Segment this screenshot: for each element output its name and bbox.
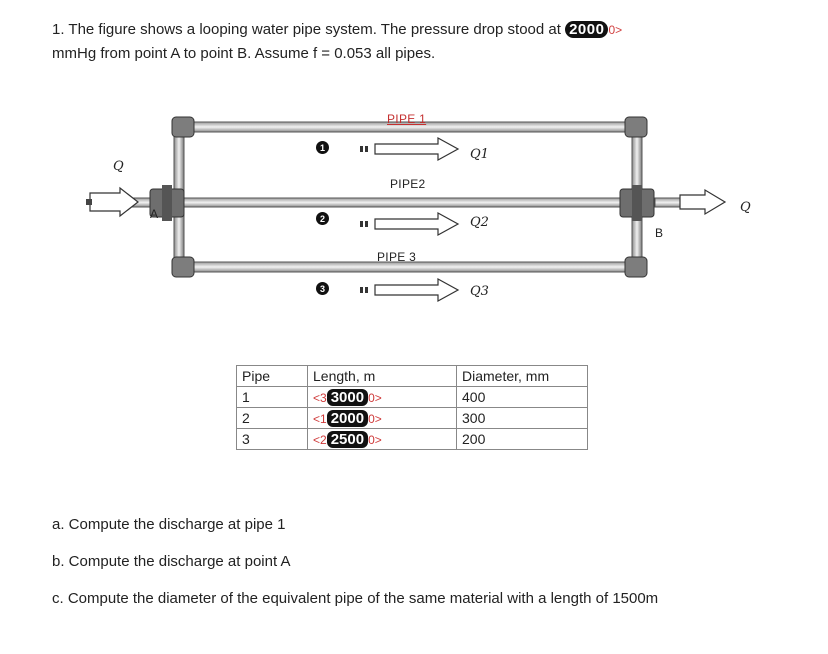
length-prefix: <3: [313, 390, 327, 405]
q2-label: Q2: [470, 215, 489, 230]
header-pipe: Pipe: [237, 366, 308, 387]
length-suffix: 0>: [368, 432, 382, 447]
pipe-diameter: 300: [457, 408, 588, 429]
q-out-label: Q: [740, 200, 751, 215]
q3-label: Q3: [470, 284, 489, 299]
table-header-row: [237, 366, 588, 387]
marker-1: 1: [316, 141, 329, 154]
pipe-diagram-drawing: [80, 105, 780, 315]
table-row: [237, 429, 588, 450]
pipe-diameter: 400: [457, 387, 588, 408]
pipe3-label: PIPE 3: [377, 250, 417, 264]
q-in-label: Q: [113, 159, 124, 174]
length-prefix: <2: [313, 432, 327, 447]
question-c: c. Compute the diameter of the equivalent pipe of the same material with a length of 1500m: [52, 590, 659, 607]
pipe-number: 3: [237, 429, 308, 450]
q1-label: Q1: [470, 147, 489, 162]
question-b: b. Compute the discharge at point A: [52, 553, 291, 570]
point-a-label: A: [150, 207, 159, 221]
question-a: a. Compute the discharge at pipe 1: [52, 516, 286, 533]
table-row: [237, 387, 588, 408]
pipe-length: [308, 429, 457, 450]
header-length: Length, m: [308, 366, 457, 387]
point-b-label: B: [655, 226, 664, 240]
pipe-diagram: [80, 105, 780, 315]
length-prefix: <1: [313, 411, 327, 426]
problem-number: 1.: [52, 21, 65, 38]
pipe-data-table: [236, 365, 588, 450]
pipe-length: [308, 408, 457, 429]
problem-intro: The figure shows a looping water pipe system. The pressure drop stood at: [68, 21, 561, 38]
pipe-diameter: 200: [457, 429, 588, 450]
pipe1-label: PIPE 1: [387, 112, 427, 126]
length-value: 2000: [327, 410, 368, 427]
length-value: 2500: [327, 431, 368, 448]
pressure-value: 2000: [565, 21, 608, 38]
pressure-tail: 0>: [608, 23, 623, 37]
table-row: [237, 408, 588, 429]
header-diameter: Diameter, mm: [457, 366, 588, 387]
pipe-number: 1: [237, 387, 308, 408]
marker-2: 2: [316, 212, 329, 225]
problem-intro-line2: mmHg from point A to point B. Assume f = 0.053 all pipes.: [52, 45, 436, 62]
pipe2-label: PIPE2: [390, 177, 426, 191]
length-value: 3000: [327, 389, 368, 406]
problem-statement: [52, 20, 822, 40]
length-suffix: 0>: [368, 390, 382, 405]
marker-3: 3: [316, 282, 329, 295]
length-suffix: 0>: [368, 411, 382, 426]
pipe-length: [308, 387, 457, 408]
pipe-number: 2: [237, 408, 308, 429]
